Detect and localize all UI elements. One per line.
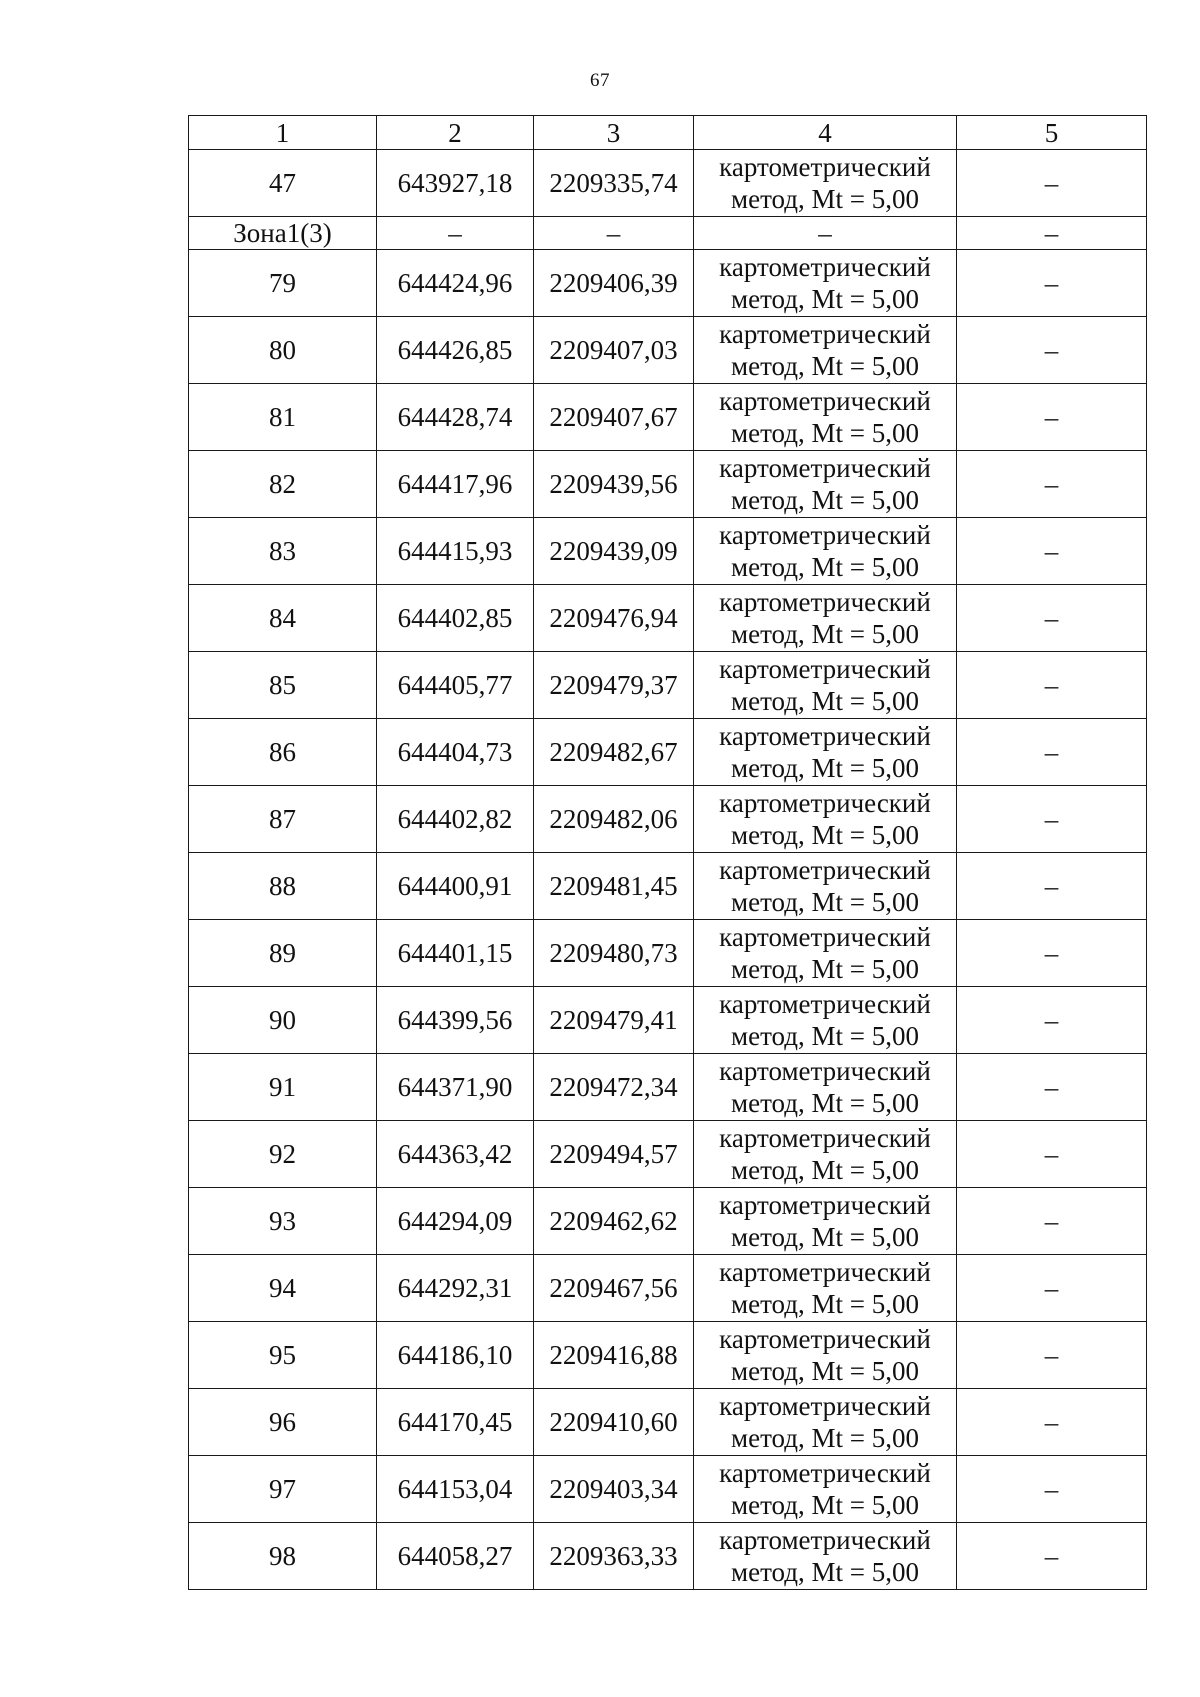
coord-x-cell: 643927,18 bbox=[377, 150, 534, 217]
point-number-cell: Зона1(3) bbox=[189, 217, 377, 250]
note-cell: – bbox=[957, 1255, 1147, 1322]
point-number-cell: 95 bbox=[189, 1322, 377, 1389]
method-line-2: метод, Mt = 5,00 bbox=[731, 1356, 919, 1386]
method-line-2: метод, Mt = 5,00 bbox=[731, 887, 919, 917]
method-cell bbox=[694, 786, 957, 853]
method-cell bbox=[694, 150, 957, 217]
coord-y-cell: 2209482,06 bbox=[534, 786, 694, 853]
coord-x-cell: 644402,85 bbox=[377, 585, 534, 652]
coord-x-cell: 644426,85 bbox=[377, 317, 534, 384]
method-line-2: метод, Mt = 5,00 bbox=[731, 351, 919, 381]
point-number-cell: 79 bbox=[189, 250, 377, 317]
method-cell bbox=[694, 317, 957, 384]
coord-y-cell: 2209439,09 bbox=[534, 518, 694, 585]
note-cell: – bbox=[957, 1054, 1147, 1121]
method-line-2: метод, Mt = 5,00 bbox=[731, 1222, 919, 1252]
coord-x-cell: 644424,96 bbox=[377, 250, 534, 317]
table-row bbox=[189, 518, 1147, 585]
coord-y-cell: 2209439,56 bbox=[534, 451, 694, 518]
note-cell: – bbox=[957, 719, 1147, 786]
point-number-cell: 96 bbox=[189, 1389, 377, 1456]
note-cell: – bbox=[957, 1456, 1147, 1523]
coord-x-cell: 644401,15 bbox=[377, 920, 534, 987]
method-line-2: метод, Mt = 5,00 bbox=[731, 184, 919, 214]
table-row bbox=[189, 1188, 1147, 1255]
method-line-2: метод, Mt = 5,00 bbox=[731, 1423, 919, 1453]
method-cell bbox=[694, 384, 957, 451]
note-cell: – bbox=[957, 853, 1147, 920]
header-cell-3: 3 bbox=[534, 116, 694, 150]
table-row bbox=[189, 1456, 1147, 1523]
point-number-cell: 98 bbox=[189, 1523, 377, 1590]
method-cell bbox=[694, 1255, 957, 1322]
method-line-1: картометрический bbox=[719, 1458, 931, 1488]
coord-x-cell: 644404,73 bbox=[377, 719, 534, 786]
note-cell: – bbox=[957, 987, 1147, 1054]
note-cell: – bbox=[957, 384, 1147, 451]
method-line-2: метод, Mt = 5,00 bbox=[731, 1155, 919, 1185]
table-row bbox=[189, 1255, 1147, 1322]
method-line-1: картометрический bbox=[719, 1257, 931, 1287]
method-line-1: картометрический bbox=[719, 386, 931, 416]
table-row bbox=[189, 853, 1147, 920]
method-line-1: картометрический bbox=[719, 520, 931, 550]
coord-x-cell: 644170,45 bbox=[377, 1389, 534, 1456]
note-cell: – bbox=[957, 1188, 1147, 1255]
method-line-2: метод, Mt = 5,00 bbox=[731, 1557, 919, 1587]
table-row bbox=[189, 585, 1147, 652]
method-line-1: картометрический bbox=[719, 319, 931, 349]
coord-y-cell: 2209494,57 bbox=[534, 1121, 694, 1188]
method-cell bbox=[694, 1054, 957, 1121]
table-row bbox=[189, 317, 1147, 384]
method-cell bbox=[694, 1389, 957, 1456]
coord-y-cell: 2209363,33 bbox=[534, 1523, 694, 1590]
method-cell bbox=[694, 585, 957, 652]
method-line-1: картометрический bbox=[719, 1391, 931, 1421]
point-number-cell: 93 bbox=[189, 1188, 377, 1255]
method-line-1: картометрический bbox=[719, 1123, 931, 1153]
method-cell bbox=[694, 1456, 957, 1523]
method-cell bbox=[694, 652, 957, 719]
note-cell: – bbox=[957, 786, 1147, 853]
coord-x-cell: 644186,10 bbox=[377, 1322, 534, 1389]
method-line-2: метод, Mt = 5,00 bbox=[731, 485, 919, 515]
method-cell bbox=[694, 250, 957, 317]
coord-x-cell: 644400,91 bbox=[377, 853, 534, 920]
method-line-2: метод, Mt = 5,00 bbox=[731, 820, 919, 850]
coord-x-cell: 644402,82 bbox=[377, 786, 534, 853]
point-number-cell: 81 bbox=[189, 384, 377, 451]
table-row bbox=[189, 786, 1147, 853]
method-line-1: картометрический bbox=[719, 1324, 931, 1354]
table-row bbox=[189, 451, 1147, 518]
method-cell bbox=[694, 1188, 957, 1255]
coord-x-cell: 644153,04 bbox=[377, 1456, 534, 1523]
table-row bbox=[189, 1121, 1147, 1188]
coord-x-cell: 644428,74 bbox=[377, 384, 534, 451]
method-line-2: метод, Mt = 5,00 bbox=[731, 954, 919, 984]
method-line-1: картометрический bbox=[719, 922, 931, 952]
method-line-1: картометрический bbox=[719, 1190, 931, 1220]
coord-y-cell: 2209467,56 bbox=[534, 1255, 694, 1322]
note-cell: – bbox=[957, 652, 1147, 719]
coord-y-cell: 2209476,94 bbox=[534, 585, 694, 652]
method-line-1: картометрический bbox=[719, 453, 931, 483]
note-cell: – bbox=[957, 451, 1147, 518]
method-line-1: картометрический bbox=[719, 654, 931, 684]
method-line-2: метод, Mt = 5,00 bbox=[731, 686, 919, 716]
method-line-1: картометрический bbox=[719, 1525, 931, 1555]
table-row bbox=[189, 987, 1147, 1054]
table-row bbox=[189, 652, 1147, 719]
method-cell bbox=[694, 1322, 957, 1389]
coord-y-cell: 2209481,45 bbox=[534, 853, 694, 920]
method-line-2: метод, Mt = 5,00 bbox=[731, 1490, 919, 1520]
coord-x-cell: 644405,77 bbox=[377, 652, 534, 719]
coord-x-cell: 644417,96 bbox=[377, 451, 534, 518]
method-cell bbox=[694, 853, 957, 920]
coordinates-table bbox=[188, 115, 1147, 1590]
coord-x-cell: 644292,31 bbox=[377, 1255, 534, 1322]
method-cell: – bbox=[694, 217, 957, 250]
method-cell bbox=[694, 1121, 957, 1188]
table-row bbox=[189, 1389, 1147, 1456]
coord-y-cell: 2209410,60 bbox=[534, 1389, 694, 1456]
table-row bbox=[189, 1322, 1147, 1389]
header-cell-1: 1 bbox=[189, 116, 377, 150]
point-number-cell: 88 bbox=[189, 853, 377, 920]
coord-y-cell: 2209482,67 bbox=[534, 719, 694, 786]
coord-y-cell: 2209403,34 bbox=[534, 1456, 694, 1523]
method-line-1: картометрический bbox=[719, 252, 931, 282]
table-row bbox=[189, 250, 1147, 317]
coord-y-cell: 2209479,41 bbox=[534, 987, 694, 1054]
table-row bbox=[189, 719, 1147, 786]
point-number-cell: 94 bbox=[189, 1255, 377, 1322]
coord-y-cell: 2209480,73 bbox=[534, 920, 694, 987]
method-cell bbox=[694, 1523, 957, 1590]
coord-y-cell: 2209407,03 bbox=[534, 317, 694, 384]
note-cell: – bbox=[957, 150, 1147, 217]
method-line-1: картометрический bbox=[719, 989, 931, 1019]
coord-y-cell: 2209406,39 bbox=[534, 250, 694, 317]
table-row bbox=[189, 920, 1147, 987]
coord-x-cell: 644399,56 bbox=[377, 987, 534, 1054]
coordinates-table-body bbox=[189, 116, 1147, 1590]
method-line-1: картометрический bbox=[719, 587, 931, 617]
method-line-2: метод, Mt = 5,00 bbox=[731, 1289, 919, 1319]
note-cell: – bbox=[957, 1121, 1147, 1188]
coord-y-cell: 2209462,62 bbox=[534, 1188, 694, 1255]
coord-x-cell: 644294,09 bbox=[377, 1188, 534, 1255]
point-number-cell: 97 bbox=[189, 1456, 377, 1523]
method-line-2: метод, Mt = 5,00 bbox=[731, 619, 919, 649]
method-cell bbox=[694, 987, 957, 1054]
page-number: 67 bbox=[590, 70, 610, 91]
method-cell bbox=[694, 920, 957, 987]
coord-y-cell: 2209407,67 bbox=[534, 384, 694, 451]
method-line-1: картометрический bbox=[719, 788, 931, 818]
method-line-2: метод, Mt = 5,00 bbox=[731, 1021, 919, 1051]
table-row bbox=[189, 1523, 1147, 1590]
method-line-1: картометрический bbox=[719, 1056, 931, 1086]
coord-y-cell: 2209479,37 bbox=[534, 652, 694, 719]
method-cell bbox=[694, 719, 957, 786]
point-number-cell: 83 bbox=[189, 518, 377, 585]
method-cell bbox=[694, 451, 957, 518]
point-number-cell: 89 bbox=[189, 920, 377, 987]
coord-y-cell: – bbox=[534, 217, 694, 250]
note-cell: – bbox=[957, 1322, 1147, 1389]
table-row bbox=[189, 150, 1147, 217]
point-number-cell: 82 bbox=[189, 451, 377, 518]
note-cell: – bbox=[957, 518, 1147, 585]
point-number-cell: 87 bbox=[189, 786, 377, 853]
table-header-row bbox=[189, 116, 1147, 150]
coord-y-cell: 2209335,74 bbox=[534, 150, 694, 217]
point-number-cell: 85 bbox=[189, 652, 377, 719]
coord-x-cell: – bbox=[377, 217, 534, 250]
note-cell: – bbox=[957, 317, 1147, 384]
coord-y-cell: 2209416,88 bbox=[534, 1322, 694, 1389]
note-cell: – bbox=[957, 250, 1147, 317]
method-line-1: картометрический bbox=[719, 152, 931, 182]
point-number-cell: 84 bbox=[189, 585, 377, 652]
point-number-cell: 90 bbox=[189, 987, 377, 1054]
method-line-2: метод, Mt = 5,00 bbox=[731, 753, 919, 783]
method-line-2: метод, Mt = 5,00 bbox=[731, 418, 919, 448]
method-line-2: метод, Mt = 5,00 bbox=[731, 284, 919, 314]
point-number-cell: 80 bbox=[189, 317, 377, 384]
coord-x-cell: 644363,42 bbox=[377, 1121, 534, 1188]
method-line-1: картометрический bbox=[719, 721, 931, 751]
table-row bbox=[189, 384, 1147, 451]
note-cell: – bbox=[957, 920, 1147, 987]
point-number-cell: 86 bbox=[189, 719, 377, 786]
note-cell: – bbox=[957, 1389, 1147, 1456]
note-cell: – bbox=[957, 585, 1147, 652]
coord-x-cell: 644415,93 bbox=[377, 518, 534, 585]
header-cell-5: 5 bbox=[957, 116, 1147, 150]
table-row bbox=[189, 1054, 1147, 1121]
method-line-2: метод, Mt = 5,00 bbox=[731, 552, 919, 582]
point-number-cell: 47 bbox=[189, 150, 377, 217]
point-number-cell: 91 bbox=[189, 1054, 377, 1121]
coord-x-cell: 644371,90 bbox=[377, 1054, 534, 1121]
method-cell bbox=[694, 518, 957, 585]
header-cell-4: 4 bbox=[694, 116, 957, 150]
header-cell-2: 2 bbox=[377, 116, 534, 150]
method-line-1: картометрический bbox=[719, 855, 931, 885]
method-line-2: метод, Mt = 5,00 bbox=[731, 1088, 919, 1118]
point-number-cell: 92 bbox=[189, 1121, 377, 1188]
note-cell: – bbox=[957, 217, 1147, 250]
coord-y-cell: 2209472,34 bbox=[534, 1054, 694, 1121]
zone-row bbox=[189, 217, 1147, 250]
note-cell: – bbox=[957, 1523, 1147, 1590]
coord-x-cell: 644058,27 bbox=[377, 1523, 534, 1590]
